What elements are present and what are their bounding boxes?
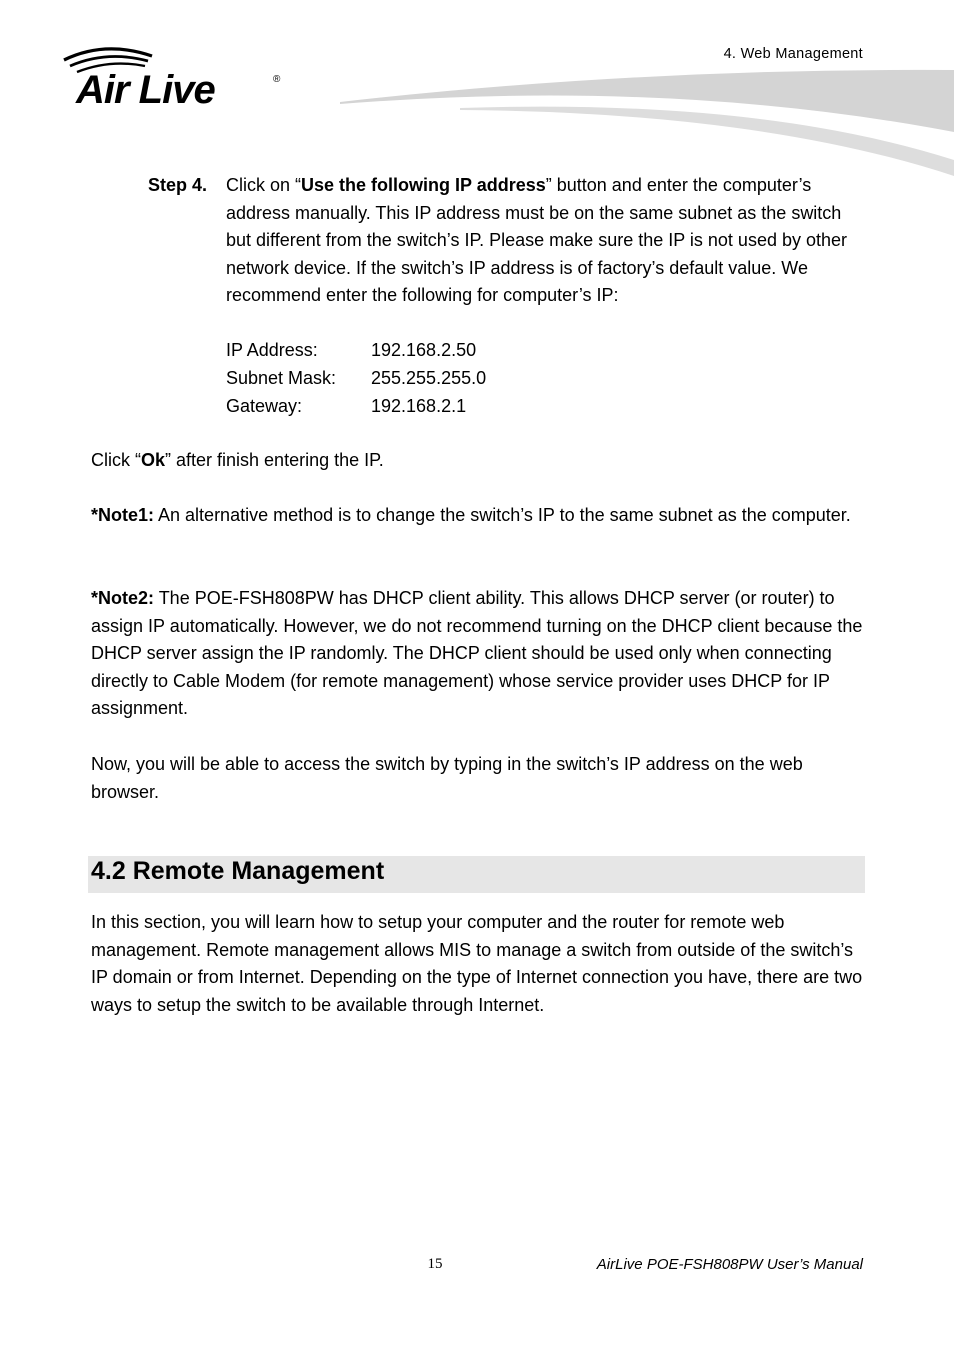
note-2-label: *Note2: — [91, 588, 155, 608]
ok-word: Ok — [141, 450, 166, 470]
subnet-mask-label: Subnet Mask: — [226, 368, 337, 388]
note-1: *Note1: An alternative method is to change the switch’s IP to the same subnet as the computer. — [91, 505, 851, 525]
step-4-text: Click on “Use the following IP address” button and enter the computer’s address manually. This IP address must be on the same subnet as the switch but different from the switch’s IP. Please make sure the IP is not used by other network device. If the switch’s IP address is of factory’s default value. We recommend enter the following for computer’s IP: — [226, 175, 848, 306]
logo-wordmark: Air Live — [76, 68, 215, 108]
registered-mark: ® — [273, 74, 281, 85]
page-number: 15 — [427, 1256, 443, 1272]
section-body: In this section, you will learn how to setup your computer and the router for remote web management. Remote management allows MIS to manage a switch from outside of the switch’s IP domain or from Internet. Depending on the type of Internet connection you have, there are two ways to setup the switch to be available through Internet. — [91, 912, 863, 1015]
header-swoosh-decoration — [340, 60, 954, 180]
section-heading-bar — [88, 856, 865, 893]
note-2: *Note2: The POE-FSH808PW has DHCP client ability. This allows DHCP server (or router) to assign IP automatically. However, we do not recommend turning on the DHCP client because the DHCP server assign the IP randomly. The DHCP client should be used only when connecting directly to Cable Modem (for remote management) whose service provider uses DHCP for IP assignment. — [91, 588, 863, 719]
subnet-mask-row — [226, 364, 487, 392]
airlive-logo-graphic — [60, 42, 290, 108]
airlive-logo — [60, 42, 290, 108]
note-1-label: *Note1: — [91, 505, 155, 525]
manual-title: AirLive POE-FSH808PW User’s Manual — [596, 1256, 863, 1273]
gateway-row — [226, 392, 467, 420]
access-paragraph: Now, you will be able to access the switch by typing in the switch’s IP address on the web browser. — [91, 754, 803, 802]
chapter-header: 4. Web Management — [723, 46, 863, 62]
section-title: 4.2 Remote Management — [91, 857, 385, 885]
ok-instruction: Click “Ok” after finish entering the IP. — [91, 450, 384, 470]
ip-address-value: 192.168.2.50 — [371, 340, 477, 360]
step-4-label: Step 4. — [148, 175, 208, 195]
ip-address-row — [226, 336, 477, 364]
subnet-mask-value: 255.255.255.0 — [371, 368, 487, 388]
step-4-button-name: Use the following IP address — [301, 175, 546, 195]
ip-address-label: IP Address: — [226, 340, 318, 360]
gateway-value: 192.168.2.1 — [371, 396, 467, 416]
gateway-label: Gateway: — [226, 396, 303, 416]
